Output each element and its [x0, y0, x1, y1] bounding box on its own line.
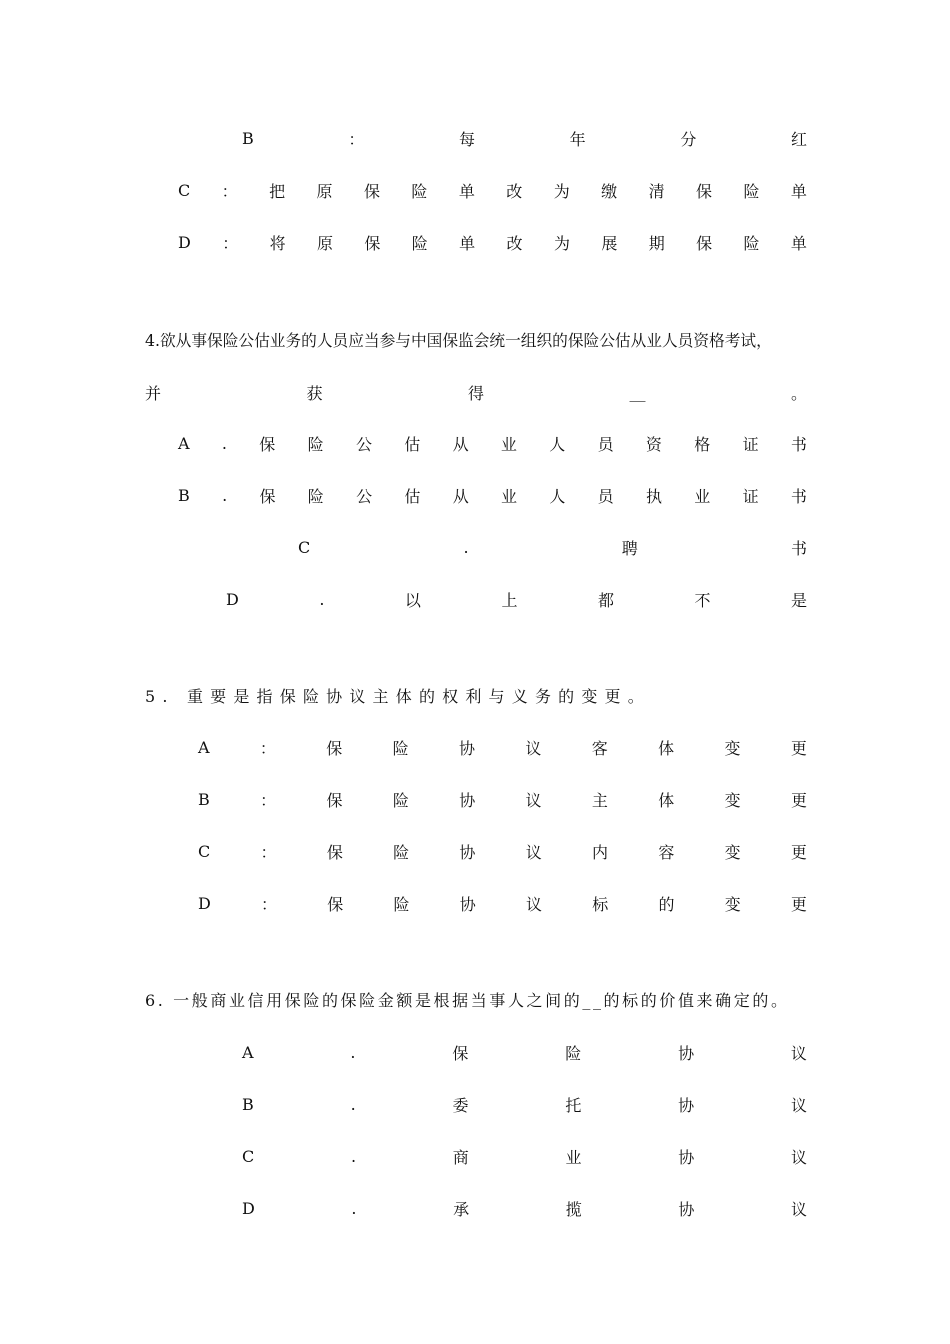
q4-option-a: A . 保 险 公 估 从 业 人 员 资 格 证 书 — [178, 433, 807, 454]
answer-blank: __ — [629, 382, 646, 402]
q6-option-c: C . 商 业 协 议 — [242, 1146, 807, 1167]
q3-option-c: C ： 把 原 保 险 单 改 为 缴 清 保 险 单 — [178, 180, 807, 201]
q4-option-c: C . 聘 书 — [298, 537, 807, 558]
q4-option-d: D . 以 上 都 不 是 — [226, 589, 807, 610]
q3-option-d: D ： 将 原 保 险 单 改 为 展 期 保 险 单 — [178, 232, 807, 253]
q4-stem: 4.欲从事保险公估业务的人员应当参与中国保监会统一组织的保险公估从业人员资格考试， — [145, 331, 772, 350]
q5-option-b: B ： 保 险 协 议 主 体 变 更 — [198, 789, 807, 810]
q5-option-d: D ： 保 险 协 议 标 的 变 更 — [198, 893, 807, 914]
q3-option-b: B ： 每 年 分 红 — [242, 128, 807, 149]
q5-option-a: A ： 保 险 协 议 客 体 变 更 — [198, 737, 807, 758]
q5-option-c: C ： 保 险 协 议 内 容 变 更 — [198, 841, 807, 862]
q4-option-b: B . 保 险 公 估 从 业 人 员 执 业 证 书 — [178, 485, 807, 506]
q6-option-b: B . 委 托 协 议 — [242, 1094, 807, 1115]
q6-stem: 6. 一般商业信用保险的保险金额是根据当事人之间的__的标的价值来确定的。 — [145, 991, 790, 1010]
q4-stem-continuation: 并 获 得 __ 。 — [145, 382, 807, 403]
q6-option-a: A . 保 险 协 议 — [242, 1042, 807, 1063]
q5-stem: 5. 重要是指保险协议主体的权利与义务的变更。 — [145, 687, 651, 706]
q6-option-d: D . 承 揽 协 议 — [242, 1198, 807, 1219]
